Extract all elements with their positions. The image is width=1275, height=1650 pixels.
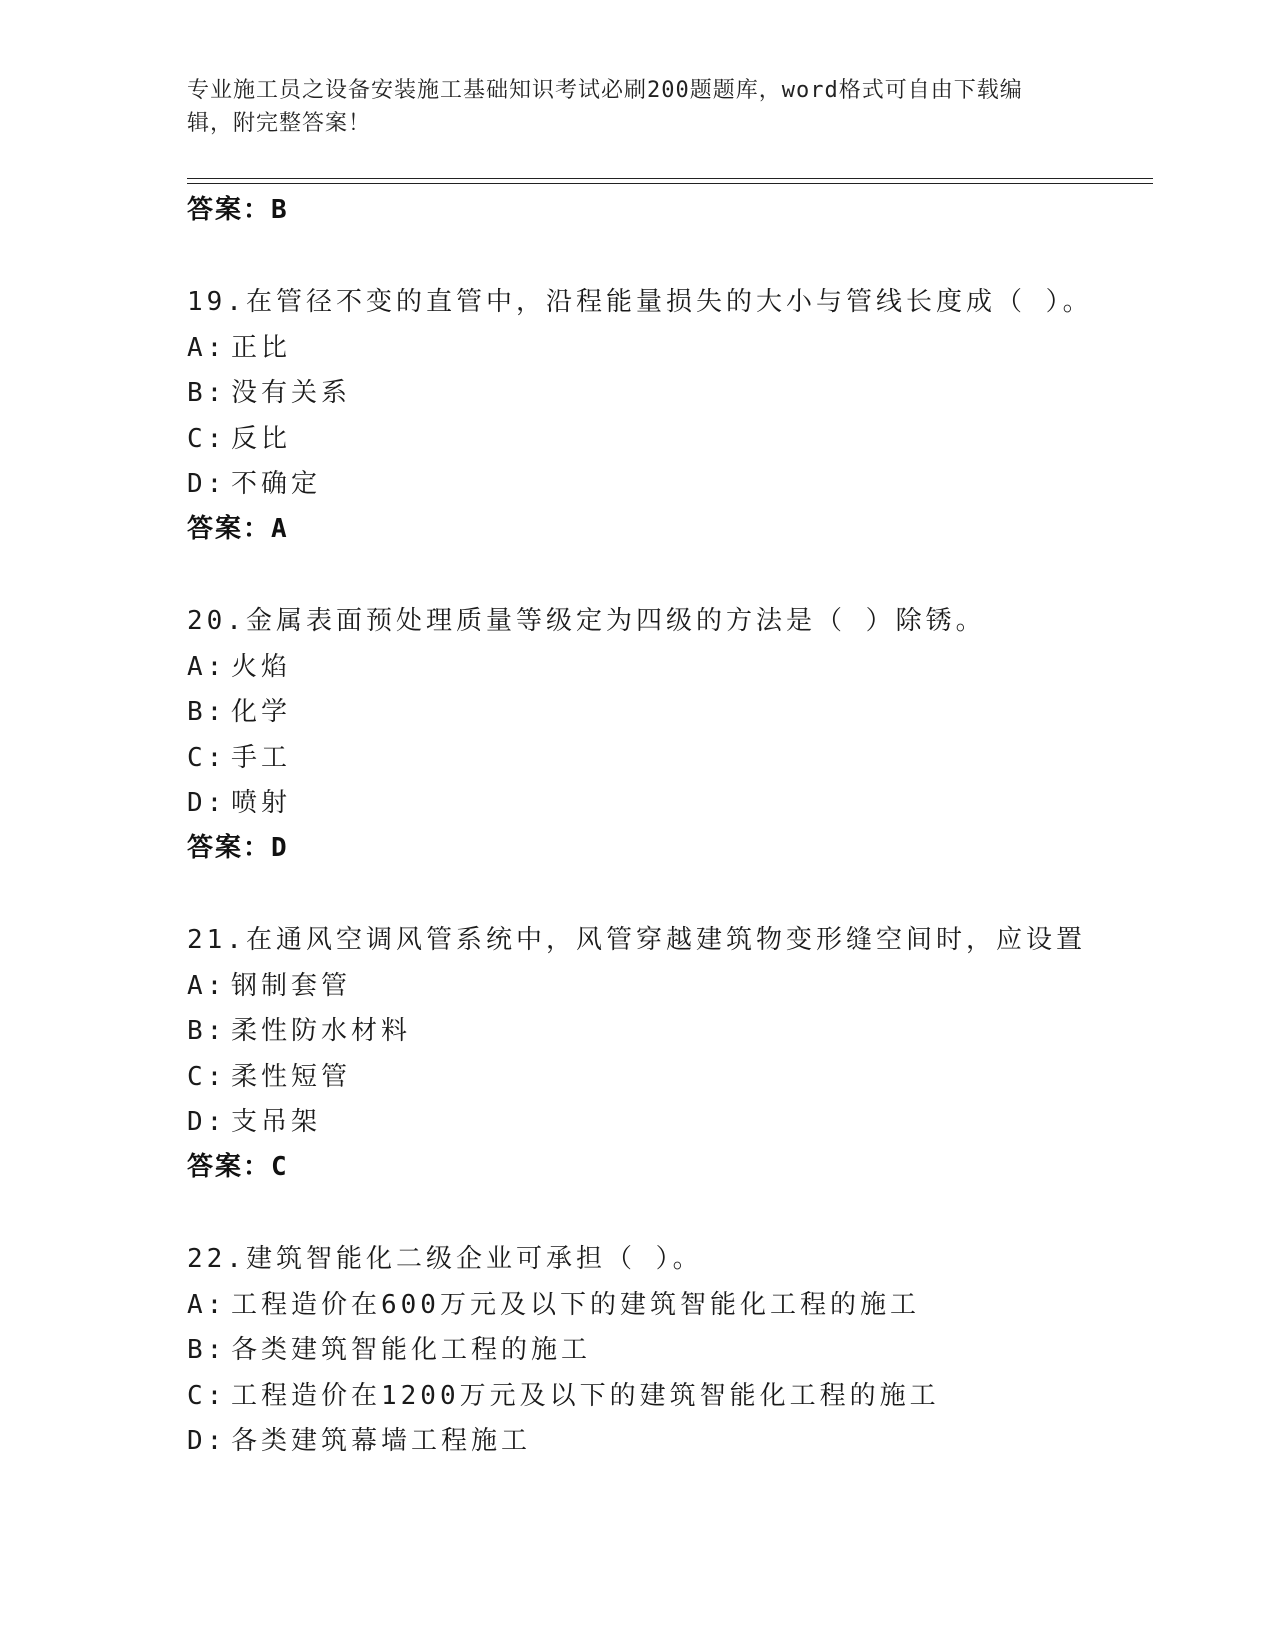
spacer [187,549,1153,601]
answer-label: 答案：D [187,833,289,863]
question-text: 21.在通风空调风管系统中，风管穿越建筑物变形缝空间时，应设置 [187,925,1086,955]
answer-label: 答案：B [187,195,289,225]
option-d [187,464,1153,504]
option-key: A: [187,1289,227,1320]
option-d [187,1102,1153,1142]
option-a [187,1285,1153,1325]
option-key: A: [187,970,227,1001]
option-key: D: [187,1107,227,1137]
question-list [187,190,1153,1461]
question-block-19 [187,282,1153,549]
option-text: 火焰 [231,651,292,682]
option-key: D: [187,469,227,499]
option-a [187,966,1153,1006]
option-text: 正比 [231,332,292,363]
question-text: 19.在管径不变的直管中，沿程能量损失的大小与管线长度成（ ）。 [187,287,1093,317]
question-text: 22.建筑智能化二级企业可承担（ ）。 [187,1244,703,1274]
option-c [187,738,1153,778]
option-text: 柔性短管 [231,1061,352,1092]
question-text: 20.金属表面预处理质量等级定为四级的方法是（ ）除锈。 [187,606,986,636]
option-key: B: [187,378,227,408]
option-key: D: [187,788,227,818]
option-d [187,783,1153,823]
option-key: C: [187,742,227,773]
question-block-20 [187,601,1153,868]
option-c [187,1376,1153,1416]
question-block-22 [187,1239,1153,1461]
option-key: C: [187,1061,227,1092]
option-text: 手工 [231,742,292,773]
option-key: C: [187,1380,227,1411]
option-text: 工程造价在600万元及以下的建筑智能化工程的施工 [231,1289,920,1320]
option-key: A: [187,651,227,682]
spacer [187,868,1153,920]
option-b [187,1011,1153,1051]
option-c [187,1057,1153,1097]
option-d [187,1421,1153,1461]
option-text: 工程造价在1200万元及以下的建筑智能化工程的施工 [231,1380,940,1411]
option-key: A: [187,332,227,363]
option-key: B: [187,1016,227,1046]
option-a [187,328,1153,368]
option-key: B: [187,1335,227,1365]
option-c [187,419,1153,459]
option-text: 支吊架 [231,1107,322,1137]
header-divider-bottom [187,183,1153,184]
answer-label: 答案：A [187,514,289,544]
option-text: 化学 [231,697,292,727]
option-key: C: [187,423,227,454]
question-block-21 [187,920,1153,1187]
option-text: 各类建筑智能化工程的施工 [231,1335,592,1365]
option-key: D: [187,1426,227,1456]
option-b [187,1330,1153,1370]
option-text: 柔性防水材料 [231,1016,412,1046]
option-key: B: [187,697,227,727]
option-text: 喷射 [231,788,292,818]
spacer [187,230,1153,282]
option-text: 各类建筑幕墙工程施工 [231,1426,532,1456]
option-text: 不确定 [231,469,322,499]
option-text: 没有关系 [231,378,352,408]
header-divider-top [187,178,1153,179]
answer-label: 答案：C [187,1152,289,1182]
option-a [187,647,1153,687]
option-text: 钢制套管 [231,970,352,1001]
option-b [187,692,1153,732]
document-header: 专业施工员之设备安装施工基础知识考试必刷200题题库，word格式可自由下载编辑，附完整答案！ [187,78,1023,136]
option-text: 反比 [231,423,292,454]
spacer [187,1187,1153,1239]
option-b [187,373,1153,413]
